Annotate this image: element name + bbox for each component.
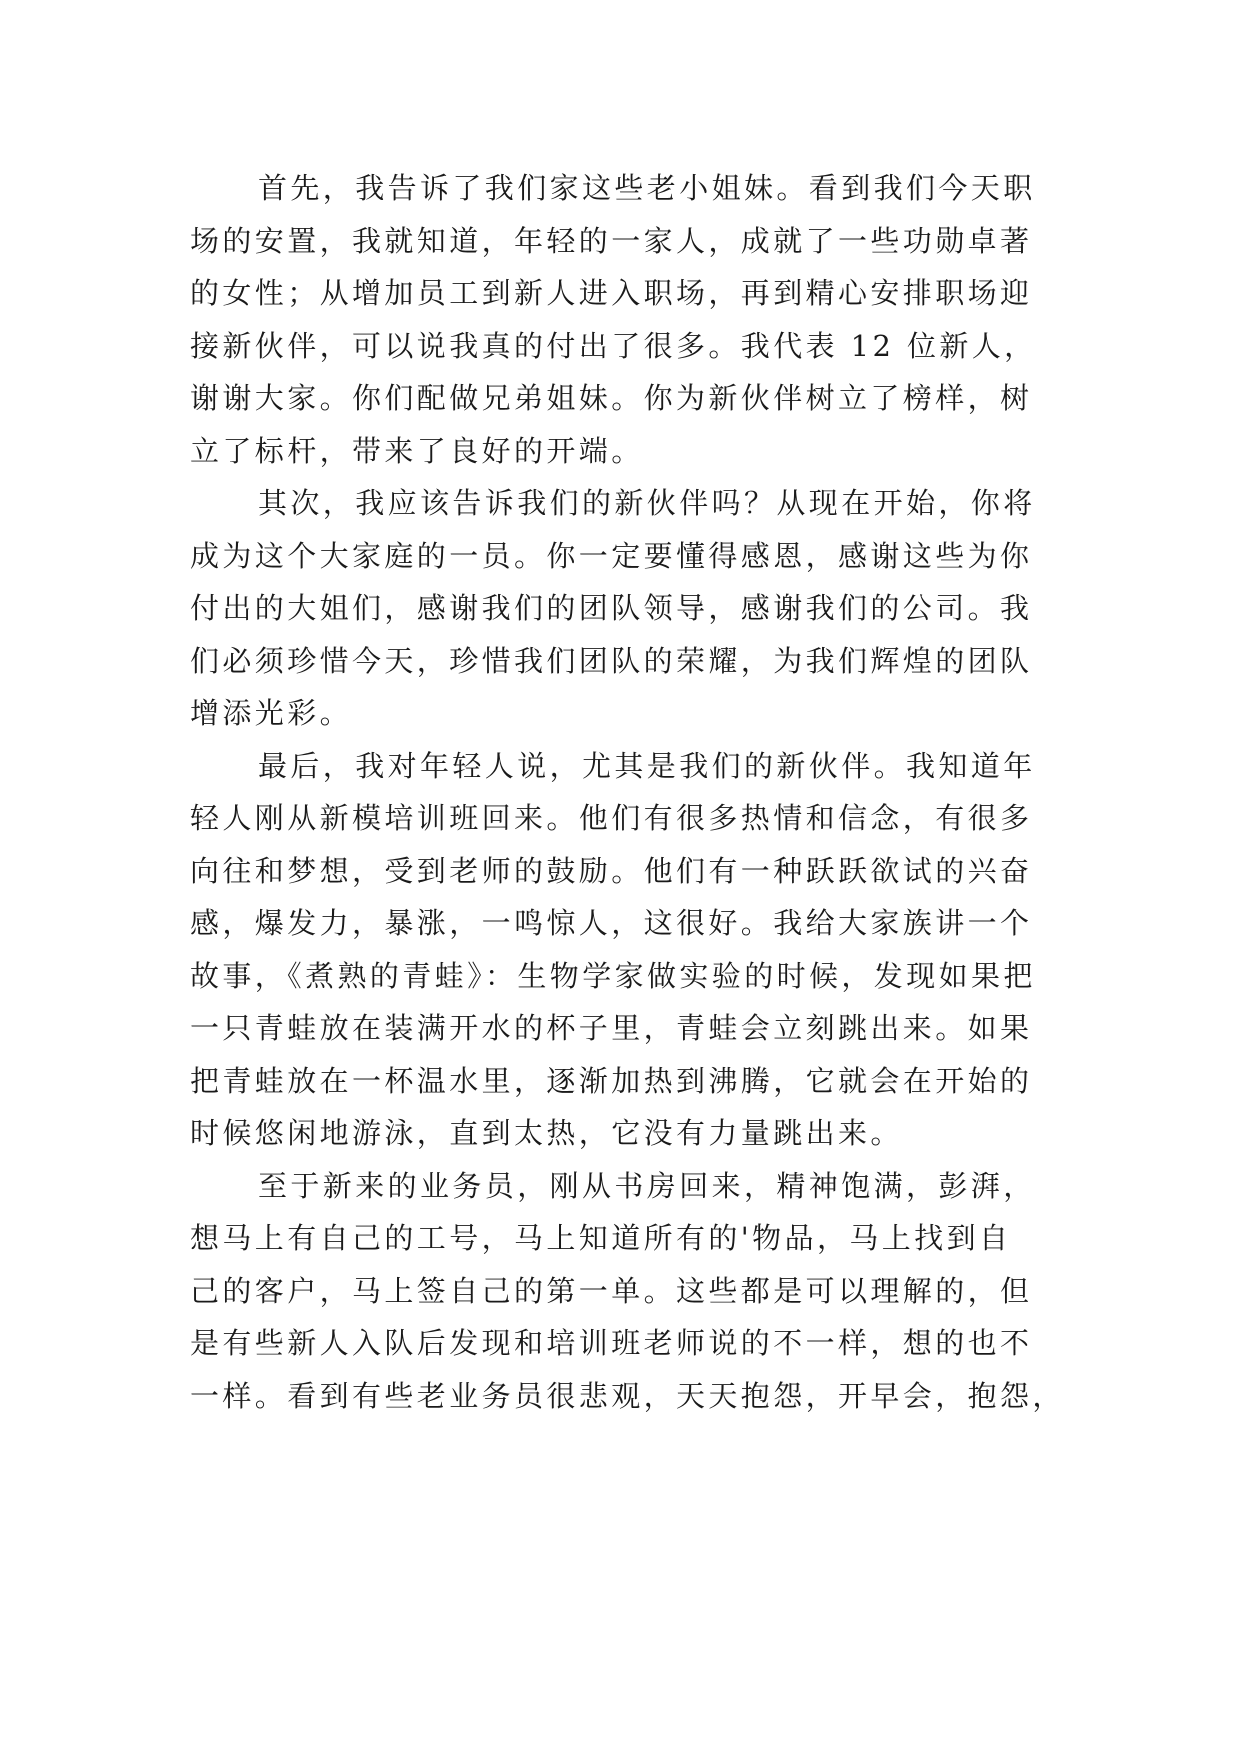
text-line: 故事，《煮熟的青蛙》：生物学家做实验的时候，发现如果把 [190, 958, 1036, 993]
text-line: 其次，我应该告诉我们的新伙伴吗？从现在开始，你将 [258, 486, 1036, 520]
text-line: 轻人刚从新模培训班回来。他们有很多热情和信念，有很多 [190, 801, 1033, 835]
text-line: 首先，我告诉了我们家这些老小姐妹。看到我们今天职 [258, 171, 1036, 205]
text-line: 场的安置，我就知道，年轻的一家人，成就了一些功勋卓著 [190, 223, 1033, 258]
paragraph-2 [190, 477, 1050, 740]
text-line: 把青蛙放在一杯温水里，逐渐加热到沸腾，它就会在开始的 [190, 1063, 1033, 1098]
text-line: 是有些新人入队后发现和培训班老师说的不一样，想的也不 [190, 1326, 1033, 1360]
text-line: 时候悠闲地游泳，直到太热，它没有力量跳出来。 [190, 1116, 903, 1150]
paragraph-1 [190, 162, 1050, 477]
document-body [190, 162, 1065, 1422]
text-line: 增添光彩。 [190, 696, 353, 730]
text-line: 们必须珍惜今天，珍惜我们团队的荣耀，为我们辉煌的团队 [190, 643, 1033, 678]
text-line: 成为这个大家庭的一员。你一定要懂得感恩，感谢这些为你 [190, 538, 1033, 573]
text-line: 想马上有自己的工号，马上知道所有的'物品，马上找到自 [190, 1221, 1012, 1255]
text-line: 一只青蛙放在装满开水的杯子里，青蛙会立刻跳出来。如果 [190, 1011, 1033, 1045]
text-line: 至于新来的业务员，刚从书房回来，精神饱满，彭湃， [258, 1168, 1036, 1203]
text-line: 感，爆发力，暴涨，一鸣惊人，这很好。我给大家族讲一个 [190, 906, 1033, 940]
paragraph-4 [190, 1160, 1065, 1423]
text-line: 付出的大姐们，感谢我们的团队领导，感谢我们的公司。我 [190, 591, 1033, 625]
text-line: 谢谢大家。你们配做兄弟姐妹。你为新伙伴树立了榜样，树 [190, 381, 1033, 415]
text-line: 己的客户，马上签自己的第一单。这些都是可以理解的，但 [190, 1273, 1033, 1308]
text-line: 的女性；从增加员工到新人进入职场，再到精心安排职场迎 [190, 276, 1033, 310]
text-line: 最后，我对年轻人说，尤其是我们的新伙伴。我知道年 [258, 748, 1036, 783]
paragraph-3 [190, 740, 1050, 1160]
text-line: 一样。看到有些老业务员很悲观，天天抱怨，开早会，抱怨， [190, 1378, 1065, 1413]
text-line: 立了标杆，带来了良好的开端。 [190, 433, 644, 468]
text-line: 接新伙伴，可以说我真的付出了很多。我代表 12 位新人， [190, 328, 1037, 363]
text-line: 向往和梦想，受到老师的鼓励。他们有一种跃跃欲试的兴奋 [190, 853, 1033, 888]
